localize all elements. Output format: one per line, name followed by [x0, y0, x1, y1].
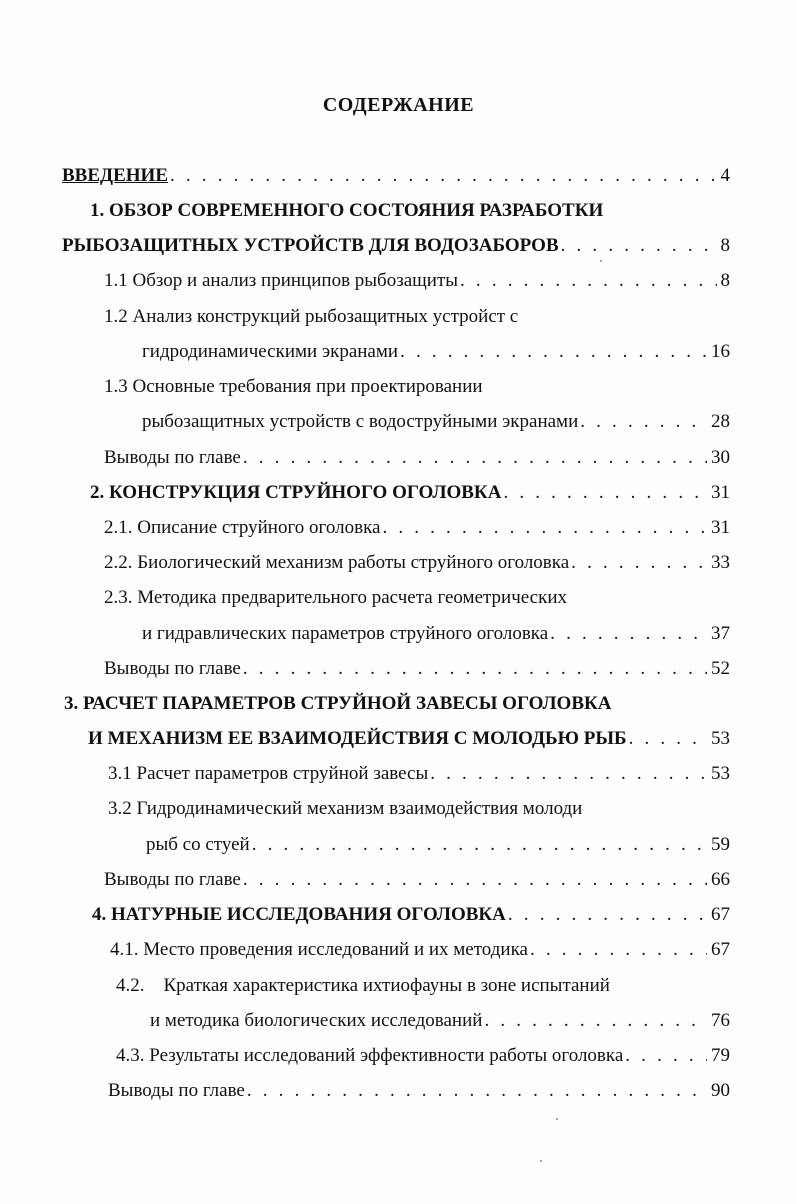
dot-leader — [400, 340, 707, 364]
toc-entry-text: рыб со стуей — [146, 834, 250, 855]
toc-entry-1-2-line-2[interactable] — [142, 340, 730, 364]
toc-entry-3-1[interactable] — [108, 762, 730, 786]
toc-page-number: 59 — [711, 834, 730, 855]
toc-entry-3-2-line-1[interactable] — [108, 797, 730, 821]
dot-leader — [460, 269, 716, 293]
toc-entry-text: Выводы по главе — [104, 447, 241, 468]
dot-leader — [550, 622, 707, 646]
scan-speck — [556, 1118, 558, 1120]
dot-leader — [571, 551, 707, 575]
toc-entry-text: Выводы по главе — [108, 1080, 245, 1101]
toc-entry-text: и гидравлических параметров струйного оголовка — [142, 623, 549, 644]
toc-entry-1-3-line-2[interactable] — [142, 410, 730, 434]
toc-entry-3-2-line-2[interactable] — [146, 833, 730, 857]
toc-page-number: 8 — [720, 270, 730, 291]
dot-leader — [629, 727, 707, 751]
toc-entry-chapter-3-line-1[interactable] — [64, 692, 730, 716]
toc-entry-text: 1.2 Анализ конструкций рыбозащитных устройст с — [104, 306, 519, 327]
toc-entry-chapter-1-line-2[interactable] — [62, 234, 730, 258]
toc-entry-4-2-line-1[interactable] — [116, 974, 730, 998]
scan-speck — [600, 260, 602, 262]
dot-leader — [252, 833, 707, 857]
toc-entry-2-3-line-1[interactable] — [104, 586, 730, 610]
toc-entry-text: 4. НАТУРНЫЕ ИССЛЕДОВАНИЯ ОГОЛОВКА — [92, 904, 506, 925]
toc-entry-4-1[interactable] — [110, 938, 730, 962]
page-title: СОДЕРЖАНИЕ — [322, 94, 475, 116]
toc-page-number: 8 — [720, 235, 730, 256]
toc-entry-4-2-line-2[interactable] — [150, 1009, 730, 1033]
toc-entry-text: И МЕХАНИЗМ ЕЕ ВЗАИМОДЕЙСТВИЯ С МОЛОДЬЮ РЫБ — [88, 728, 627, 749]
toc-entry-text: 2. КОНСТРУКЦИЯ СТРУЙНОГО ОГОЛОВКА — [90, 482, 502, 503]
toc-page-number: 67 — [711, 939, 730, 960]
toc-page-number: 28 — [711, 411, 730, 432]
toc-entry-text: Выводы по главе — [104, 658, 241, 679]
toc-page-number: 30 — [711, 447, 730, 468]
dot-leader — [530, 938, 707, 962]
dot-leader — [243, 868, 707, 892]
toc-entry-text: 1.1 Обзор и анализ принципов рыбозащиты — [104, 270, 459, 291]
dot-leader — [243, 446, 707, 470]
toc-entry-4-3[interactable] — [116, 1044, 730, 1068]
toc-entry-text: рыбозащитных устройств с водоструйными экранами — [142, 411, 579, 432]
toc-entry-text: 4.3. Результаты исследований эффективности работы оголовка — [116, 1045, 624, 1066]
toc-entry-1-1[interactable] — [104, 269, 730, 293]
toc-entry-chapter-1-line-1[interactable] — [90, 199, 730, 223]
dot-leader — [170, 164, 717, 188]
toc-page-number: 37 — [711, 623, 730, 644]
toc-entry-text: 3. РАСЧЕТ ПАРАМЕТРОВ СТРУЙНОЙ ЗАВЕСЫ ОГОЛОВКА — [64, 693, 612, 714]
toc-page-number: 67 — [711, 904, 730, 925]
toc-page-number: 90 — [711, 1080, 730, 1101]
toc-entry-text: Выводы по главе — [104, 869, 241, 890]
toc-entry-text: 2.1. Описание струйного оголовка — [104, 517, 381, 538]
toc-page-number: 53 — [711, 763, 730, 784]
dot-leader — [503, 481, 707, 505]
dot-leader — [561, 234, 717, 258]
toc-page-number: 4 — [720, 165, 730, 186]
toc-entry-text: 4.2. Краткая характеристика ихтиофауны в зоне испытаний — [116, 975, 610, 996]
toc-entry-2-3-line-2[interactable] — [142, 622, 730, 646]
toc-entry-text: ВВЕДЕНИЕ — [62, 165, 168, 186]
toc-entry-text: 3.1 Расчет параметров струйной завесы — [108, 763, 429, 784]
toc-page-number: 31 — [711, 517, 730, 538]
toc-entry-text: гидродинамическими экранами — [142, 341, 399, 362]
toc-entry-conclusions-ch3[interactable] — [104, 868, 730, 892]
toc-entry-text: и методика биологических исследований — [150, 1010, 483, 1031]
toc-page-number: 53 — [711, 728, 730, 749]
toc-entry-introduction[interactable] — [62, 164, 730, 188]
toc-entry-text: 1.3 Основные требования при проектировании — [104, 376, 483, 397]
toc-page-number: 66 — [711, 869, 730, 890]
dot-leader — [430, 762, 707, 786]
toc-entry-text: 1. ОБЗОР СОВРЕМЕННОГО СОСТОЯНИЯ РАЗРАБОТКИ — [90, 200, 604, 221]
dot-leader — [580, 410, 707, 434]
dot-leader — [247, 1079, 707, 1103]
toc-entry-1-2-line-1[interactable] — [104, 305, 730, 329]
toc-page-number: 31 — [711, 482, 730, 503]
toc-page-number: 33 — [711, 552, 730, 573]
toc-entry-chapter-2[interactable] — [90, 481, 730, 505]
toc-page-number: 16 — [711, 341, 730, 362]
toc-entry-text: 3.2 Гидродинамический механизм взаимодействия молоди — [108, 798, 583, 819]
dot-leader — [382, 516, 707, 540]
toc-entry-text: РЫБОЗАЩИТНЫХ УСТРОЙСТВ ДЛЯ ВОДОЗАБОРОВ — [62, 235, 559, 256]
scan-speck — [540, 1160, 542, 1162]
toc-entry-conclusions-ch2[interactable] — [104, 657, 730, 681]
toc-entry-text: 2.2. Биологический механизм работы струйного оголовка — [104, 552, 570, 573]
dot-leader — [484, 1009, 707, 1033]
toc-entry-2-1[interactable] — [104, 516, 730, 540]
toc-entry-text: 4.1. Место проведения исследований и их методика — [110, 939, 528, 960]
toc-entry-conclusions-ch4[interactable] — [108, 1079, 730, 1103]
dot-leader — [508, 903, 707, 927]
toc-entry-2-2[interactable] — [104, 551, 730, 575]
toc-entry-chapter-3-line-2[interactable] — [88, 727, 730, 751]
dot-leader — [625, 1044, 707, 1068]
toc-page-number: 52 — [711, 658, 730, 679]
toc-entry-text: 2.3. Методика предварительного расчета геометрических — [104, 587, 568, 608]
toc-entry-conclusions-ch1[interactable] — [104, 446, 730, 470]
toc-entry-chapter-4[interactable] — [92, 903, 730, 927]
toc-page-number: 76 — [711, 1010, 730, 1031]
toc-entry-1-3-line-1[interactable] — [104, 375, 730, 399]
toc-page-number: 79 — [711, 1045, 730, 1066]
dot-leader — [243, 657, 707, 681]
